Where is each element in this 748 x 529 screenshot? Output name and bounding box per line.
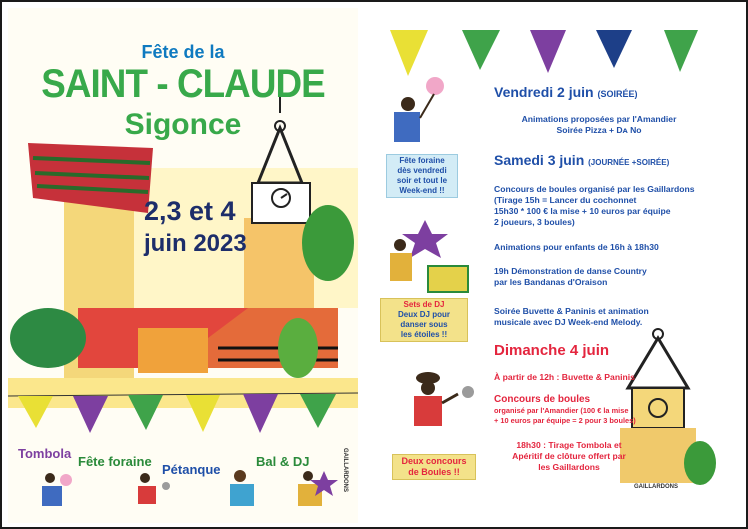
sunday-line: organisé par l'Amandier (100 € la mise (494, 406, 629, 415)
sunday-buvette: À partir de 12h : Buvette & Paninis (494, 372, 635, 382)
saturday-line: par les Bandanas d'Oraison (494, 277, 608, 287)
fete-de-la-heading: Fête de la (141, 42, 225, 62)
badge-boules-line: de Boules !! (408, 467, 460, 477)
badge-sets-line: danser sous (400, 320, 448, 329)
sunday-line: + 10 euros par équipe = 2 pour 3 boules) (494, 416, 636, 425)
program-panel (370, 8, 744, 523)
event-year: juin 2023 (144, 230, 247, 257)
badge-fete-line: Week-end !! (399, 186, 445, 195)
label-bal-dj: Bal & DJ (256, 454, 310, 469)
friday-details (494, 114, 704, 136)
friday-line: Soirée Pizza + Dᴀ No (556, 125, 642, 135)
sunday-line: les Gaillardons (538, 462, 600, 472)
poster-signature: GAILLARDONS (342, 448, 348, 492)
saturday-line: musicale avec DJ Week-end Melody. (494, 317, 643, 327)
label-petanque: Pétanque (162, 462, 221, 477)
saturday-line: Soirée Buvette & Paninis et animation (494, 306, 649, 316)
badge-fete-foraine (386, 154, 458, 198)
badge-fete-line: Fête foraine (399, 156, 445, 165)
event-dates: 2,3 et 4 (144, 196, 236, 226)
friday-suffix: (SOIRÉE) (597, 89, 638, 99)
saturday-heading (494, 152, 669, 168)
sunday-title: Dimanche 4 juin (494, 342, 610, 359)
saturday-buvette (494, 306, 724, 328)
saturday-kids: Animations pour enfants de 16h à 18h30 (494, 242, 659, 252)
sunday-concours-title: Concours de boules (494, 394, 591, 405)
saturday-line: 15h30 * 100 € la mise + 10 euros par équipe (494, 206, 671, 216)
poster-panel (8, 8, 358, 523)
saturday-line: Concours de boules organisé par les Gaillardons (494, 184, 695, 194)
sigonce-title: Sigonce (124, 108, 242, 141)
sunday-concours (494, 394, 654, 426)
badge-boules-line: Deux concours (401, 456, 467, 466)
saturday-suffix: (JOURNÉE +SOIRÉE) (588, 158, 670, 167)
sunday-tombola (494, 440, 644, 473)
badge-sets-title: Sets de DJ (403, 300, 445, 309)
saturday-line: 2 joueurs, 3 boules) (494, 217, 575, 227)
sunday-line: 18h30 : Tirage Tombola et (516, 440, 622, 450)
friday-title: Vendredi 2 juin (494, 84, 594, 100)
badge-fete-line: soir et tout le (396, 176, 448, 185)
friday-heading (494, 84, 638, 100)
saturday-country (494, 266, 724, 288)
saturday-line: 19h Démonstration de danse Country (494, 266, 647, 276)
sunday-line: Apéritif de clôture offert par (512, 451, 626, 461)
saturday-boules (494, 184, 724, 228)
label-fete-foraine: Fête foraine (78, 454, 152, 469)
saturday-title: Samedi 3 juin (494, 152, 585, 168)
badge-fete-line: dès vendredi (397, 166, 447, 175)
badge-sets-line: les étoiles !! (400, 330, 448, 339)
badge-sets-line: Deux DJ pour (397, 310, 450, 319)
badge-sets-dj (380, 298, 468, 342)
saint-claude-title: SAINT - CLAUDE (41, 62, 325, 106)
badge-deux-concours (392, 454, 476, 480)
friday-line: Animations proposées par l'Amandier (521, 114, 677, 124)
program-signature: GAILLARDONS (634, 484, 678, 490)
label-tombola: Tombola (18, 446, 72, 461)
saturday-line: (Tirage 15h = Lancer du cochonnet (494, 195, 637, 205)
